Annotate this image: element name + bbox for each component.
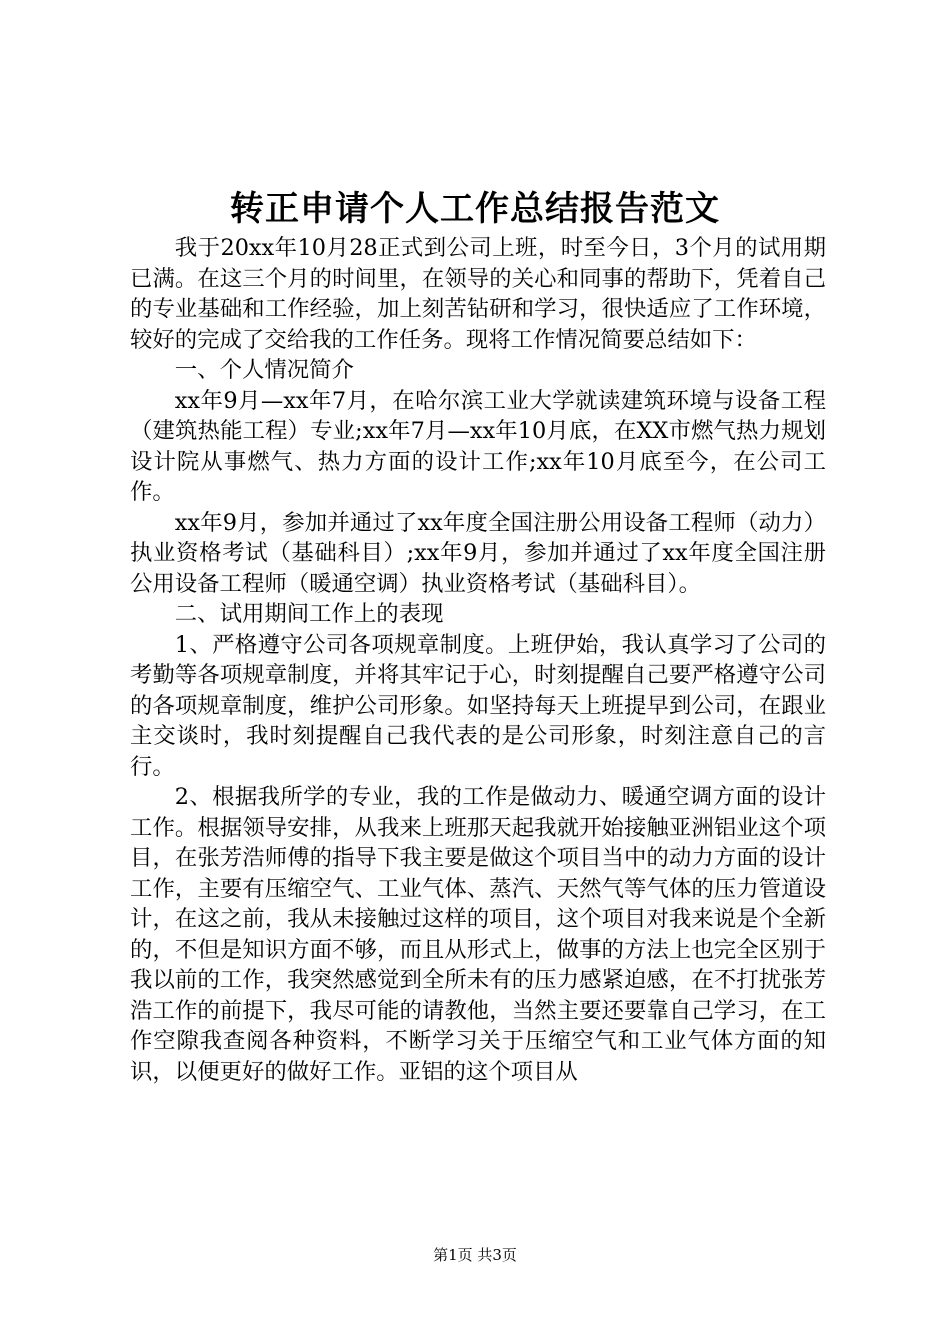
page-title: 转正申请个人工作总结报告范文 (230, 189, 720, 229)
page-number-footer: 第1页 共3页 (433, 1246, 517, 1264)
paragraph-education-work-history: xx年9月—xx年7月，在哈尔滨工业大学就读建筑环境与设备工程（建筑热能工程）专业;xx年7月—xx年10月底，在XX市燃气热力规划设计院从事燃气、热力方面的设计工作;xx年10月底至今，在公司工作。 (130, 387, 826, 505)
paragraph-intro: 我于20xx年10月28正式到公司上班，时至今日，3个月的试用期已满。在这三个月的时间里，在领导的关心和同事的帮助下，凭着自己的专业基础和工作经验，加上刻苦钻研和学习，很快适应了工作环境，较好的完成了交给我的工作任务。现将工作情况简要总结如下： (130, 235, 826, 353)
document-body (130, 233, 826, 1087)
section-heading-personal-info: 一、个人情况简介 (174, 357, 354, 383)
paragraph-certifications: xx年9月，参加并通过了xx年度全国注册公用设备工程师（动力）执业资格考试（基础科目）;xx年9月，参加并通过了xx年度全国注册公用设备工程师（暖通空调）执业资格考试（基础科目）。 (130, 509, 826, 597)
section-heading-probation-performance: 二、试用期间工作上的表现 (174, 601, 444, 627)
paragraph-rules-compliance: 1、严格遵守公司各项规章制度。上班伊始，我认真学习了公司的考勤等各项规章制度，并将其牢记于心，时刻提醒自己要严格遵守公司的各项规章制度，维护公司形象。如坚持每天上班提早到公司，在跟业主交谈时，我时刻提醒自己我代表的是公司形象，时刻注意自己的言行。 (130, 631, 826, 780)
paragraph-design-work: 2、根据我所学的专业，我的工作是做动力、暖通空调方面的设计工作。根据领导安排，从我来上班那天起我就开始接触亚洲铝业这个项目，在张芳浩师傅的指导下我主要是做这个项目当中的动力方面的设计工作，主要有压缩空气、工业气体、蒸汽、天然气等气体的压力管道设计，在这之前，我从未接触过这样的项目，这个项目对我来说是个全新的，不但是知识方面不够，而且从形式上，做事的方法上也完全区别于我以前的工作，我突然感觉到全所未有的压力感紧迫感，在不打扰张芳浩工作的前提下，我尽可能的请教他，当然主要还要靠自己学习，在工作空隙我查阅各种资料，不断学习关于压缩空气和工业气体方面的知识，以便更好的做好工作。亚铝的这个项目从 (130, 784, 826, 1085)
